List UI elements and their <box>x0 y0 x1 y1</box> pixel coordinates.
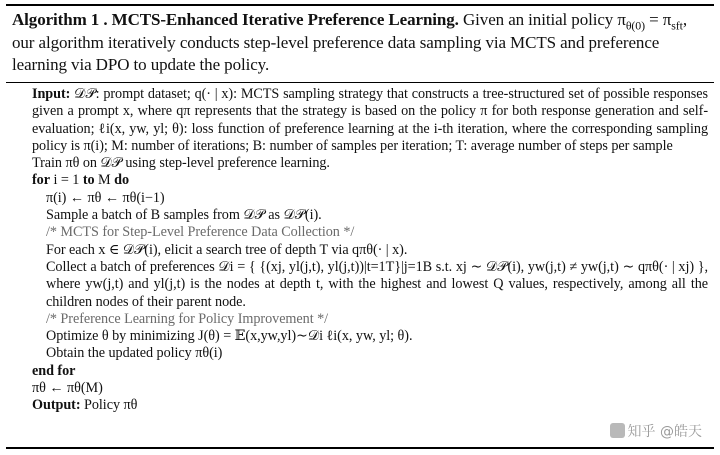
algorithm-caption <box>12 9 708 77</box>
watermark-text: 知乎 @皓天 <box>627 424 702 440</box>
optimize-line: Optimize θ by minimizing J(θ) = 𝔼(x,yw,yl)∼𝒟i ℓi(x, yw, yl; θ). <box>46 328 413 345</box>
comment-mcts: /* MCTS for Step-Level Preference Data Collection */ <box>46 224 355 241</box>
input-text: 𝒟𝒫: prompt dataset; q(· | x): MCTS sampling strategy that constructs a tree-structured set of possible responses given a prompt x, where qπ represents that the strategy is based on the policy π for both response generation and self-evaluation; ℓi(x, yw, yl; θ): loss function of preference learning at the i-th iteration, where the corresponding sampling policy is π(i); M: number of iterations; B: number of samples per iteration; T: average number of steps per sample <box>32 86 708 154</box>
caption-sub-a: θ(0) <box>625 18 645 33</box>
comment-preference: /* Preference Learning for Policy Improvement */ <box>46 310 329 327</box>
for-range-end: M <box>94 172 115 189</box>
to-keyword: to <box>82 172 95 189</box>
caption-text-b: = π <box>645 10 672 29</box>
caption-text-a: Given an initial policy π <box>458 10 626 29</box>
sample-line: Sample a batch of B samples from 𝒟𝒫 as 𝒟𝒫(i). <box>46 207 322 224</box>
algorithm-body <box>32 86 708 415</box>
obtain-line: Obtain the updated policy πθ(i) <box>46 345 223 362</box>
zhihu-logo-icon <box>610 423 625 438</box>
bottom-rule <box>6 447 714 449</box>
input-block <box>32 86 708 155</box>
output-line <box>32 397 708 414</box>
caption-label: Algorithm 1 . MCTS-Enhanced Iterative Preference Learning. <box>12 10 459 29</box>
watermark <box>610 421 702 441</box>
final-assign-line: πθ ← πθ(M) <box>32 380 103 397</box>
top-rule <box>6 4 714 6</box>
output-text: Policy πθ <box>80 397 138 414</box>
train-line: Train πθ on 𝒟𝒫 using step-level preference learning. <box>32 155 330 172</box>
endfor-line: end for <box>32 362 76 379</box>
collect-line: Collect a batch of preferences 𝒟i = { {(xj, yl(j,t), yl(j,t))|t=1T}|j=1B s.t. xj ∼ 𝒟𝒫(i), yw(j,t) ≠ yw(j,t) ∼ qπθ(· | xj) }, where yw(j,t) and yl(j,t) is the nodes at depth t, with the highest and lowest Q values, respectively, among all the children nodes of their parent node. <box>46 258 708 310</box>
input-label: Input: <box>32 86 71 102</box>
do-keyword: do <box>114 172 130 189</box>
for-line <box>32 172 708 189</box>
caption-sub-b: sft <box>671 18 683 33</box>
foreach-line: For each x ∈ 𝒟𝒫(i), elicit a search tree of depth T via qπθ(· | x). <box>46 241 408 258</box>
assign-line: π(i) ← πθ ← πθ(i−1) <box>46 189 165 206</box>
for-keyword: for <box>32 172 50 189</box>
mid-rule <box>6 82 714 83</box>
for-range-start: i = 1 <box>49 172 83 189</box>
caption-text-c: , our algorithm iteratively conducts step-level preference data sampling via MCTS and preference learning via DPO to update the policy. <box>12 10 688 74</box>
output-label: Output: <box>32 397 81 414</box>
